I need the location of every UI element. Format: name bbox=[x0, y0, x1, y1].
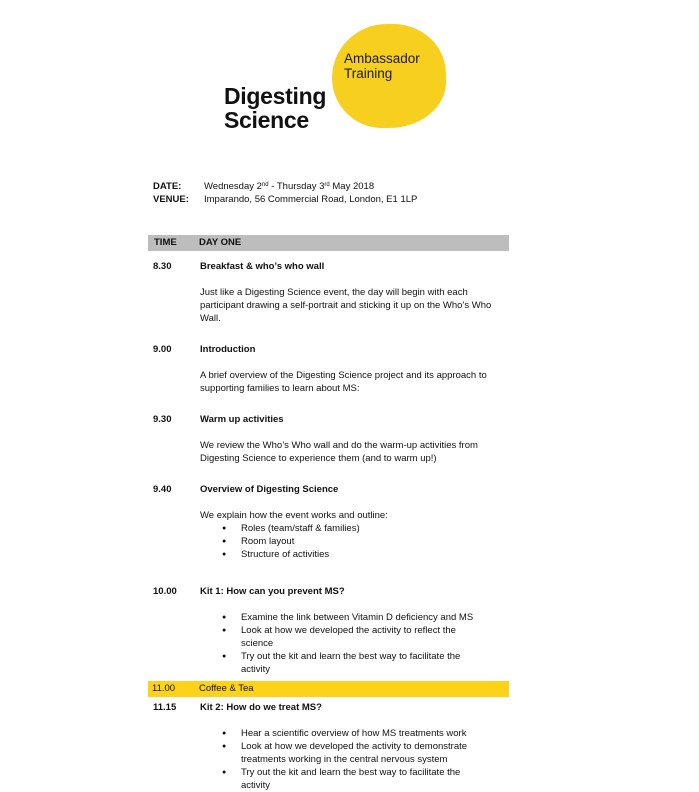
item-title: Introduction bbox=[200, 344, 256, 355]
logo-wordmark bbox=[224, 84, 326, 132]
item-bullet-list bbox=[200, 522, 509, 561]
date-suffix2: rd bbox=[324, 182, 330, 188]
item-title: Kit 2: How do we treat MS? bbox=[200, 702, 322, 713]
schedule-item bbox=[148, 343, 509, 395]
item-title: Overview of Digesting Science bbox=[200, 484, 339, 495]
day-column-header: DAY ONE bbox=[199, 237, 242, 248]
logo-badge-line2: Training bbox=[344, 66, 393, 81]
date-part1: Wednesday 2 bbox=[204, 181, 262, 192]
item-time: 8.30 bbox=[153, 261, 172, 272]
schedule bbox=[148, 235, 509, 792]
item-time: 11.15 bbox=[153, 702, 177, 713]
logo-wordmark-line1: Digesting bbox=[224, 83, 327, 109]
list-item: ● Hear a scientific overview of how MS treatments work bbox=[200, 727, 481, 740]
schedule-item bbox=[148, 260, 509, 325]
item-time: 9.40 bbox=[153, 484, 172, 495]
item-time: 9.00 bbox=[153, 344, 172, 355]
list-item: ● Look at how we developed the activity to demonstrate treatments working in the central nervous system bbox=[200, 740, 481, 766]
item-time: 10.00 bbox=[153, 586, 177, 597]
schedule-item bbox=[148, 483, 509, 561]
schedule-item bbox=[148, 701, 509, 792]
logo-badge-text bbox=[344, 51, 420, 81]
logo-wordmark-line2: Science bbox=[224, 107, 309, 133]
list-item: ● Look at how we developed the activity to reflect the science bbox=[200, 624, 481, 650]
list-item: ● Structure of activities bbox=[200, 548, 481, 561]
date-label: DATE: bbox=[153, 181, 182, 192]
break-row bbox=[148, 681, 509, 697]
list-item: ● Room layout bbox=[200, 535, 481, 548]
date-value bbox=[204, 180, 374, 193]
break-label: Coffee & Tea bbox=[199, 683, 254, 694]
logo bbox=[0, 0, 699, 140]
schedule-item bbox=[148, 413, 509, 465]
item-title: Breakfast & who’s who wall bbox=[200, 261, 325, 272]
schedule-header bbox=[148, 235, 509, 251]
item-description: We review the Who’s Who wall and do the warm-up activities from Digesting Science to experience them (and to warm up!) bbox=[200, 440, 478, 464]
logo-badge-line1: Ambassador bbox=[344, 51, 420, 66]
item-bullet-list bbox=[200, 611, 509, 676]
list-item: ● Examine the link between Vitamin D deficiency and MS bbox=[200, 611, 481, 624]
item-time: 9.30 bbox=[153, 414, 172, 425]
item-description: We explain how the event works and outline: bbox=[200, 510, 388, 521]
date-suffix1: nd bbox=[261, 182, 269, 188]
item-title: Warm up activities bbox=[200, 414, 284, 425]
break-time: 11.00 bbox=[152, 683, 176, 694]
item-description: A brief overview of the Digesting Science project and its approach to supporting families to learn about MS: bbox=[200, 370, 487, 394]
schedule-item bbox=[148, 585, 509, 676]
time-column-header: TIME bbox=[154, 237, 177, 248]
venue-label: VENUE: bbox=[153, 194, 189, 205]
date-part3: May 2018 bbox=[329, 181, 375, 192]
item-title: Kit 1: How can you prevent MS? bbox=[200, 586, 345, 597]
date-part2: - Thursday 3 bbox=[268, 181, 325, 192]
list-item: ● Try out the kit and learn the best way to facilitate the activity bbox=[200, 650, 481, 676]
list-item: ● Try out the kit and learn the best way to facilitate the activity bbox=[200, 766, 481, 792]
item-description: Just like a Digesting Science event, the day will begin with each participant drawing a self-portrait and sticking it up on the Who’s Who Wall. bbox=[200, 287, 492, 324]
item-bullet-list bbox=[200, 727, 509, 792]
venue-value: Imparando, 56 Commercial Road, London, E1 1LP bbox=[204, 194, 418, 205]
list-item: ● Roles (team/staff & families) bbox=[200, 522, 481, 535]
